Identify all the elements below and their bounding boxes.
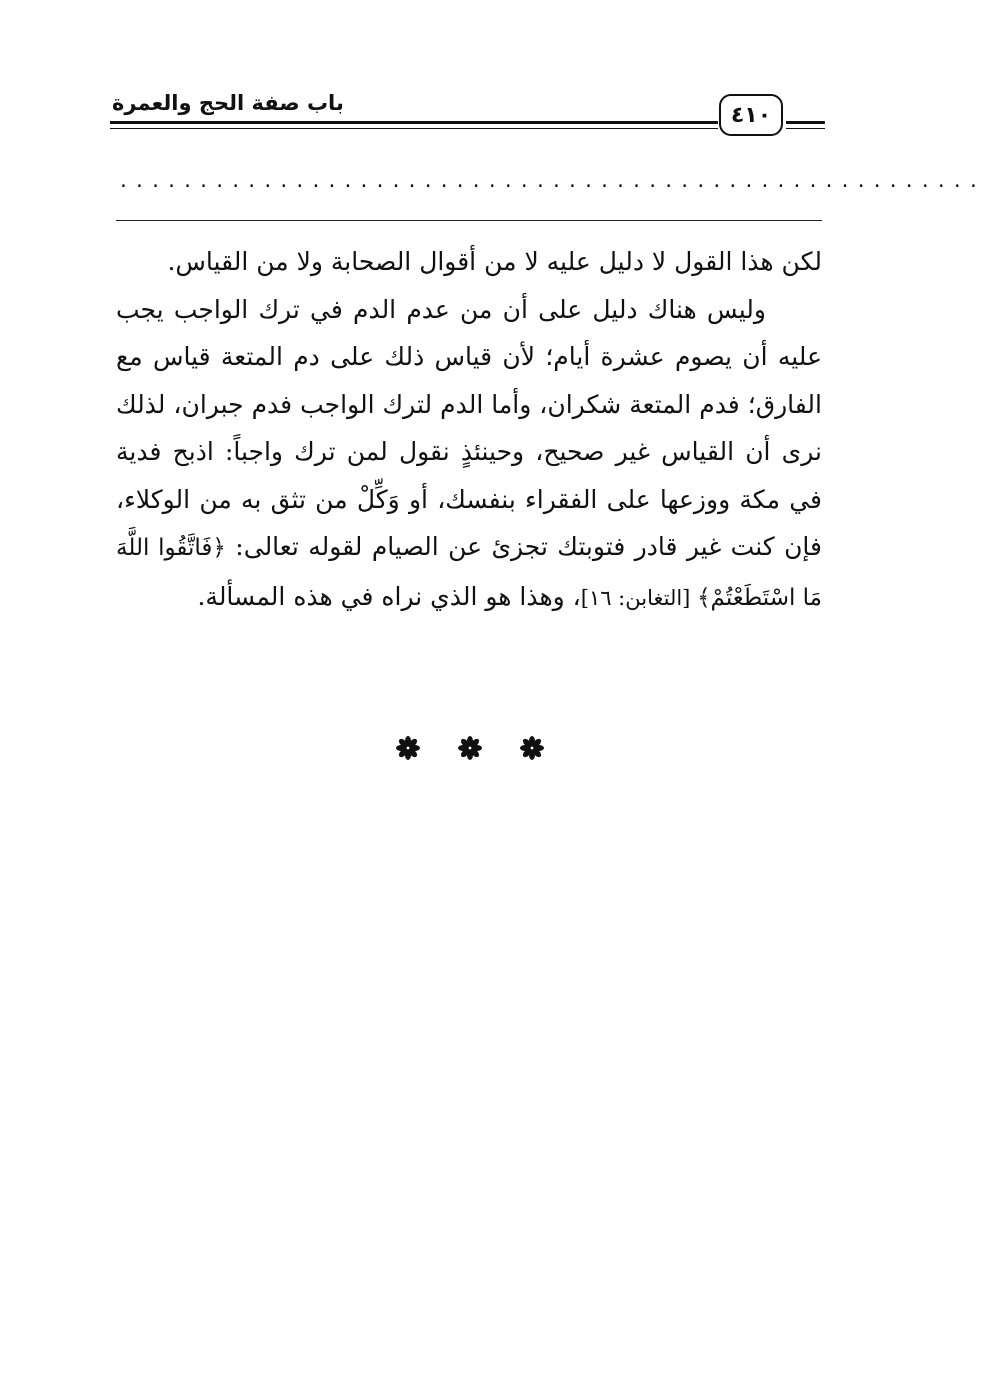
page-number-frame (719, 94, 783, 136)
section-divider (116, 220, 822, 221)
quran-verse: ﴿فَاتَّقُوا اللَّهَ مَا اسْتَطَعْتُمْ﴾ (116, 535, 822, 611)
header-rule-thin (110, 128, 718, 129)
paragraph-2-ending: ، وهذا هو الذي نراه في هذه المسألة. (197, 581, 581, 611)
floral-star-icon (457, 735, 483, 761)
continuation-dots: ...................................................... (118, 171, 984, 192)
paragraph-1: لكن هذا القول لا دليل عليه لا من أقوال الصحابة ولا من القياس. (167, 247, 822, 276)
paragraph-2-text: وليس هناك دليل على أن من عدم الدم في ترك الواجب يجب عليه أن يصوم عشرة أيام؛ لأن قياس ذلك على دم المتعة قياس مع الفارق؛ فدم المتعة شكران، وأما الدم لترك الواجب فدم جبران، لذلك نرى أن القياس غير صحيح، وحينئذٍ نقول لمن ترك واجباً: اذبح فدية في مكة ووزعها على الفقراء بنفسك، أو وَكِّلْ من تثق به من الوكلاء، فإن كنت غير قادر فتوبتك تجزئ عن الصيام لقوله تعالى: (116, 294, 822, 561)
header-rule-right-thin (786, 128, 825, 129)
header-rule (110, 121, 718, 124)
chapter-title: باب صفة الحج والعمرة (112, 91, 344, 115)
running-header (110, 84, 825, 146)
floral-star-icon (519, 735, 545, 761)
header-rule-right (786, 121, 825, 124)
section-end-ornaments (395, 730, 545, 766)
floral-star-icon (395, 735, 421, 761)
page-number: ٤١٠ (730, 102, 772, 128)
main-text (116, 238, 822, 622)
verse-citation: [التغابن: ١٦] (580, 585, 698, 610)
paragraph-2 (116, 286, 822, 623)
